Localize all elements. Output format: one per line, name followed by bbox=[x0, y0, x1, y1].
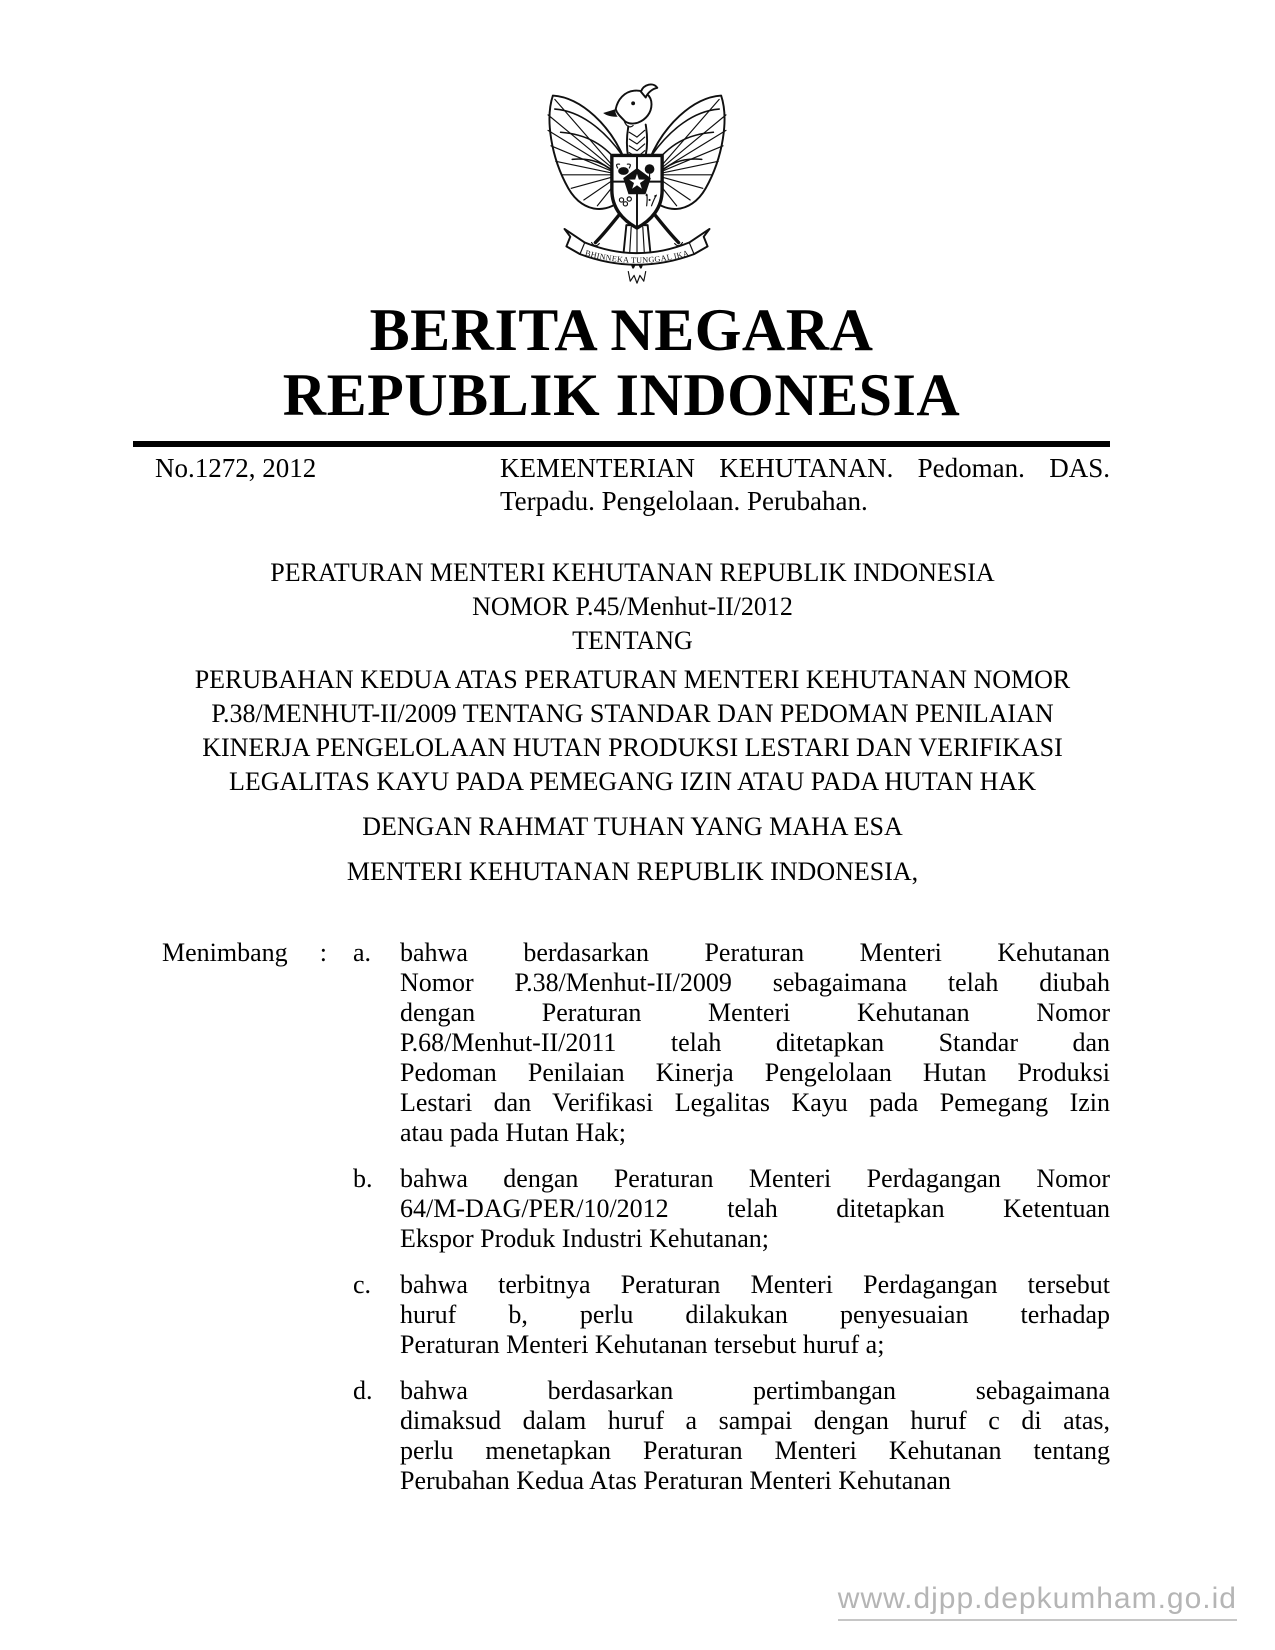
text-line: huruf b, perlu dilakukan penyesuaian terhadap bbox=[400, 1300, 1110, 1329]
menimbang-label-spacer bbox=[162, 1164, 327, 1254]
banyan-tree-icon bbox=[645, 164, 655, 174]
consideration-item-c bbox=[162, 1270, 1110, 1360]
text-line: P.68/Menhut-II/2011 telah ditetapkan Standar dan bbox=[400, 1028, 1110, 1057]
menimbang-label-spacer bbox=[162, 1270, 327, 1360]
masthead-title-line1: BERITA NEGARA bbox=[369, 297, 874, 363]
watermark-url: www.djpp.depkumham.go.id bbox=[838, 1582, 1237, 1621]
text-line: Pedoman Penilaian Kinerja Pengelolaan Hutan Produksi bbox=[400, 1058, 1110, 1087]
garuda-head bbox=[603, 84, 657, 126]
regulation-subject-line3: KINERJA PENGELOLAAN HUTAN PRODUKSI LESTARI DAN VERIFIKASI bbox=[202, 733, 1063, 762]
item-letter: d. bbox=[353, 1376, 373, 1405]
regulation-heading-line1: PERATURAN MENTERI KEHUTANAN REPUBLIK INDONESIA bbox=[270, 558, 995, 587]
regulation-heading bbox=[155, 556, 1110, 658]
issue-subject-line1: KEMENTERIAN KEHUTANAN. Pedoman. DAS. bbox=[500, 453, 1110, 483]
item-text bbox=[400, 1270, 1110, 1360]
text-line: Peraturan Menteri Kehutanan tersebut huruf a; bbox=[400, 1330, 885, 1359]
text-line: bahwa terbitnya Peraturan Menteri Perdagangan tersebut bbox=[400, 1270, 1110, 1299]
text-line: Lestari dan Verifikasi Legalitas Kayu pada Pemegang Izin bbox=[400, 1088, 1110, 1117]
masthead-title-line2: REPUBLIK INDONESIA bbox=[282, 362, 961, 428]
masthead bbox=[133, 298, 1110, 428]
regulation-subject bbox=[155, 663, 1110, 799]
text-line: Nomor P.38/Menhut-II/2009 sebagaimana telah diubah bbox=[400, 968, 1110, 997]
considerations-section bbox=[162, 938, 1110, 1512]
consideration-item-b bbox=[162, 1164, 1110, 1254]
regulation-subject-line1: PERUBAHAN KEDUA ATAS PERATURAN MENTERI KEHUTANAN NOMOR bbox=[194, 665, 1071, 694]
motto-text: BHINNEKA TUNGGAL IKA bbox=[584, 248, 690, 265]
consideration-item-a bbox=[162, 938, 1110, 1148]
menimbang-word: Menimbang bbox=[162, 938, 288, 967]
bull-head-icon bbox=[618, 167, 629, 175]
masthead-rule bbox=[133, 441, 1110, 447]
item-text bbox=[400, 1164, 1110, 1254]
garuda-pancasila-emblem bbox=[541, 82, 733, 287]
item-text bbox=[400, 938, 1110, 1148]
text-line: dengan Peraturan Menteri Kehutanan Nomor bbox=[400, 998, 1110, 1027]
text-line: Ekspor Produk Industri Kehutanan; bbox=[400, 1224, 770, 1253]
regulation-subject-line4: LEGALITAS KAYU PADA PEMEGANG IZIN ATAU PADA HUTAN HAK bbox=[228, 767, 1036, 796]
menimbang-label bbox=[162, 938, 327, 1148]
text-line: perlu menetapkan Peraturan Menteri Kehutanan tentang bbox=[400, 1436, 1110, 1465]
issue-number: No.1272, 2012 bbox=[155, 453, 317, 483]
text-line: 64/M-DAG/PER/10/2012 telah ditetapkan Ketentuan bbox=[400, 1194, 1110, 1223]
menimbang-colon: : bbox=[319, 938, 327, 967]
text-line: bahwa berdasarkan Peraturan Menteri Kehutanan bbox=[400, 938, 1110, 967]
item-letter: c. bbox=[353, 1270, 372, 1299]
garuda-neck bbox=[627, 125, 647, 158]
regulation-tentang: TENTANG bbox=[572, 626, 693, 655]
regulation-subject-line2: P.38/MENHUT-II/2009 TENTANG STANDAR DAN PEDOMAN PENILAIAN bbox=[211, 699, 1054, 728]
menimbang-label-spacer bbox=[162, 1376, 327, 1496]
issue-subject bbox=[500, 452, 1110, 518]
item-letter: b. bbox=[353, 1164, 373, 1193]
invocation-line: DENGAN RAHMAT TUHAN YANG MAHA ESA bbox=[362, 812, 903, 841]
text-line: Perubahan Kedua Atas Peraturan Menteri Kehutanan bbox=[400, 1466, 951, 1495]
issue-subject-line2: Terpadu. Pengelolaan. Perubahan. bbox=[500, 486, 868, 516]
item-letter: a. bbox=[353, 938, 372, 967]
text-line: atau pada Hutan Hak; bbox=[400, 1118, 626, 1147]
text-line: dimaksud dalam huruf a sampai dengan huruf c di atas, bbox=[400, 1406, 1110, 1435]
regulation-number: NOMOR P.45/Menhut-II/2012 bbox=[472, 592, 793, 621]
garuda-eye bbox=[631, 101, 635, 105]
item-text bbox=[400, 1376, 1110, 1496]
text-line: bahwa berdasarkan pertimbangan sebagaimana bbox=[400, 1376, 1110, 1405]
authority-line: MENTERI KEHUTANAN REPUBLIK INDONESIA, bbox=[346, 857, 919, 886]
consideration-item-d bbox=[162, 1376, 1110, 1496]
text-line: bahwa dengan Peraturan Menteri Perdagangan Nomor bbox=[400, 1164, 1110, 1193]
